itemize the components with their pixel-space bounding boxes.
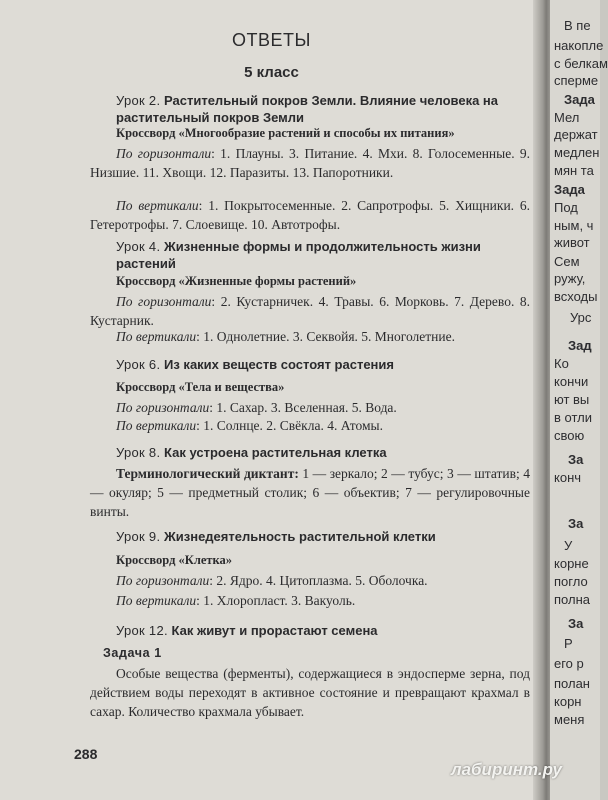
lesson-number: Урок 6. — [116, 357, 161, 372]
answer-horizontal — [90, 292, 530, 330]
task-body: Особые вещества (ферменты), содержащиеся в эндосперме зерна, под действием воды переходят в активное состояние и превращают крахмал в сахар. Количество крахмала убывает. — [90, 666, 530, 719]
answer-text: : 1. Покрытосеменные. 2. Сапротрофы. 5. Хищники. 6. Гетеротрофы. 7. Слоевище. 10. Автотрофы. — [90, 198, 531, 232]
next-page-text-fragment: в отли — [554, 410, 592, 425]
next-page-text-fragment: Р — [564, 636, 573, 651]
next-page-text-fragment: полна — [554, 592, 590, 607]
lesson-title: Жизнедеятельность растительной клетки — [164, 529, 436, 544]
next-page-text-fragment: Зада — [564, 92, 595, 107]
crossword-heading: Кроссворд «Тела и вещества» — [116, 380, 285, 394]
next-page-text-fragment: медлен — [554, 145, 600, 160]
answer-text: : 1. Солнце. 2. Свёкла. 4. Атомы. — [196, 418, 383, 433]
answer-text: : 1. Однолетние. 3. Секвойя. 5. Многолетние. — [196, 329, 455, 344]
next-page-text-fragment: ружу, — [554, 271, 586, 286]
answer-horizontal — [90, 571, 530, 590]
answer-vertical — [90, 196, 530, 234]
next-page-text-fragment: его р — [554, 656, 584, 671]
next-page-text-fragment: Под — [554, 200, 578, 215]
dictation-heading: Терминологический диктант: — [116, 466, 299, 481]
next-page-text-fragment: всходы — [554, 289, 598, 304]
answer-horizontal — [90, 398, 530, 417]
lesson-title: Жизненные формы и продолжительность жизни растений — [116, 239, 481, 271]
next-page-text-fragment: живот — [554, 235, 590, 250]
next-page-text-fragment: За — [568, 516, 584, 531]
crossword-heading: Кроссворд «Клетка» — [116, 553, 233, 567]
terminology-dictation — [90, 464, 530, 521]
lesson-heading — [116, 356, 516, 373]
lesson-heading — [116, 238, 516, 272]
lesson-title: Как живут и прорастают семена — [171, 623, 378, 638]
next-page-text-fragment: мян та — [554, 163, 594, 178]
next-page-text-fragment: с белкам — [554, 56, 608, 71]
lesson-heading — [116, 444, 516, 461]
next-page-text-fragment: сперме — [554, 73, 599, 88]
next-page-edge — [550, 0, 608, 800]
vertical-label: По вертикали — [116, 198, 199, 213]
vertical-label: По вертикали — [116, 593, 197, 608]
next-page-text-fragment: погло — [554, 574, 588, 589]
next-page-text-fragment: корн — [554, 694, 582, 709]
horizontal-label: По горизонтали — [116, 146, 212, 161]
task-text — [90, 664, 530, 721]
next-page-text-fragment: полан — [554, 676, 590, 691]
crossword-heading: Кроссворд «Жизненные формы растений» — [116, 274, 357, 288]
lesson-heading — [116, 622, 516, 639]
next-page-text-fragment: За — [568, 452, 584, 467]
next-page-text-fragment: конч — [554, 470, 582, 485]
next-page-text-fragment: кончи — [554, 374, 589, 389]
next-page-text-fragment: Урс — [570, 310, 592, 325]
lesson-title: Как устроена растительная клетка — [164, 445, 387, 460]
next-page-text-fragment: За — [568, 616, 584, 631]
answer-horizontal — [90, 144, 530, 182]
next-page-text-fragment: ют вы — [554, 392, 590, 407]
next-page-text-fragment: Зад — [568, 338, 592, 353]
vertical-label: По вертикали — [116, 418, 197, 433]
lesson-number: Урок 4. — [116, 239, 161, 254]
next-page-text-fragment: Мел — [554, 110, 580, 125]
next-page-text-fragment: корне — [554, 556, 589, 571]
next-page-text-fragment: Зада — [554, 182, 585, 197]
horizontal-label: По горизонтали — [116, 294, 212, 309]
next-page-text-fragment: накопле — [554, 38, 604, 53]
next-page-text-fragment: держат — [554, 127, 598, 142]
next-page-text-fragment: свою — [554, 428, 585, 443]
next-page-text-fragment: У — [564, 538, 573, 553]
vertical-label: По вертикали — [116, 329, 197, 344]
watermark-logo: лабиринт.ру — [451, 760, 562, 779]
lesson-title: Из каких веществ состоят растения — [164, 357, 394, 372]
task-heading: Задача 1 — [103, 646, 162, 660]
lesson-title: Растительный покров Земли. Влияние человека на растительный покров Земли — [116, 93, 499, 125]
answer-vertical — [90, 327, 530, 346]
crossword-heading: Кроссворд «Многообразие растений и способы их питания» — [116, 126, 455, 140]
next-page-text-fragment: ным, ч — [554, 218, 594, 233]
page-number: 288 — [74, 746, 98, 762]
lesson-number: Урок 9. — [116, 529, 161, 544]
answer-text: : 2. Ядро. 4. Цитоплазма. 5. Оболочка. — [209, 573, 428, 588]
next-page-text-fragment: меня — [554, 712, 585, 727]
lesson-heading — [116, 528, 516, 545]
next-page-text-fragment: Сем — [554, 254, 580, 269]
lesson-number: Урок 8. — [116, 445, 161, 460]
answer-vertical — [90, 591, 530, 610]
next-page-text-fragment: Ко — [554, 356, 569, 371]
answer-text: : 1. Сахар. 3. Вселенная. 5. Вода. — [209, 400, 397, 415]
answer-text: 1 — зеркало; 2 — тубус; 3 — штатив; 4 — окуляр; 5 — предметный столик; 6 — объектив; 7 — регулировочные винты. — [90, 466, 530, 519]
lesson-number: Урок 12. — [116, 623, 168, 638]
horizontal-label: По горизонтали — [116, 573, 210, 588]
answer-text: : 1. Хлоропласт. 3. Вакуоль. — [196, 593, 356, 608]
next-page-text-fragment: В пе — [564, 18, 591, 33]
answer-text: : 1. Плауны. 3. Питание. 4. Мхи. 8. Голосеменные. 9. Низшие. 11. Хвощи. 12. Паразиты. 13. Папоротники. — [90, 146, 531, 180]
answer-vertical — [90, 416, 530, 435]
grade-heading: 5 класс — [244, 64, 299, 81]
horizontal-label: По горизонтали — [116, 400, 210, 415]
answer-text: : 2. Кустарничек. 4. Травы. 6. Морковь. 7. Дерево. 8. Кустарник. — [90, 294, 530, 328]
lesson-heading — [116, 92, 516, 126]
page-title: ОТВЕТЫ — [232, 30, 311, 50]
lesson-number: Урок 2. — [116, 93, 161, 108]
